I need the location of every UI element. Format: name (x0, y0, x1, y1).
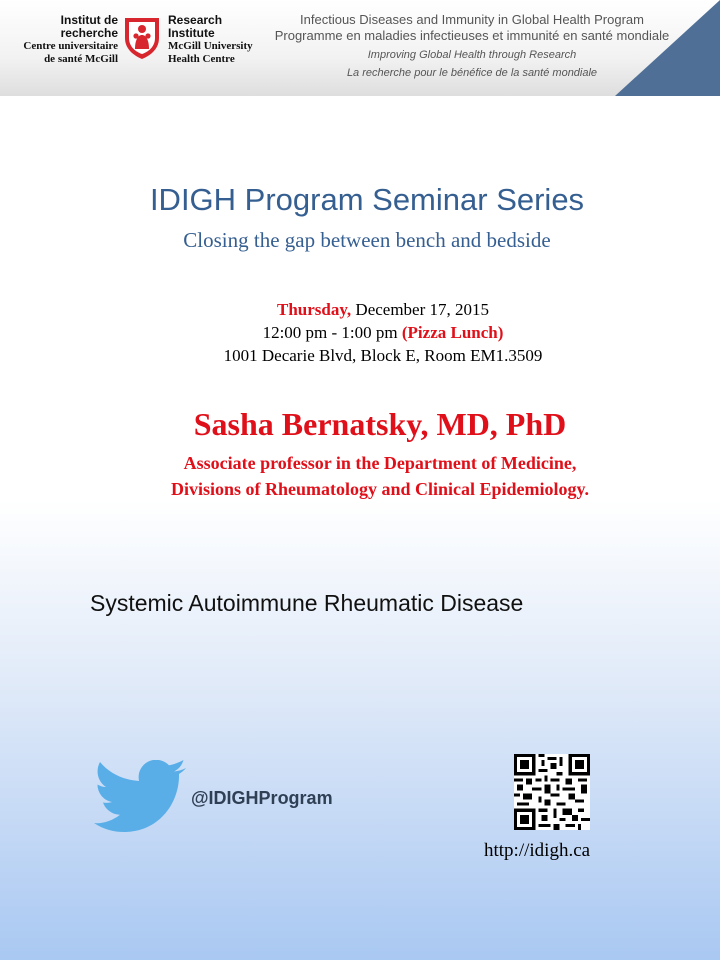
twitter-bird-icon[interactable] (94, 760, 190, 840)
event-date: December 17, 2015 (355, 300, 490, 319)
twitter-handle[interactable]: @IDIGHProgram (191, 788, 333, 808)
seminar-title: IDIGH Program Seminar Series (149, 182, 585, 217)
speaker-name: Sasha Bernatsky, MD, PhD (193, 406, 567, 442)
event-date-line (0, 298, 720, 321)
event-time-line (0, 321, 720, 344)
event-time: 12:00 pm - 1:00 pm (262, 323, 398, 342)
speaker-role (0, 450, 720, 502)
tagline-fr: La recherche pour le bénéfice de la santé mondiale (346, 67, 598, 79)
muhc-crest-icon (123, 16, 161, 60)
website-link[interactable]: http://idigh.ca (484, 840, 591, 861)
speaker-role-line1: Associate professor in the Department of Medicine, (183, 453, 577, 473)
header-banner (0, 0, 720, 96)
talk-topic: Systemic Autoimmune Rheumatic Disease (90, 590, 524, 616)
qr-code-icon[interactable] (514, 754, 590, 830)
event-day: Thursday, (276, 300, 352, 319)
speaker-role-line2: Divisions of Rheumatology and Clinical Epidemiology. (170, 479, 590, 499)
rimuhc-logo-french: Institut de recherche Centre universitaire de santé McGill (23, 13, 118, 65)
tagline-en: Improving Global Health through Research (367, 49, 577, 61)
rimuhc-logo-english: Research Institute McGill University Health Centre (168, 13, 253, 65)
seminar-subtitle: Closing the gap between bench and bedside (183, 228, 551, 252)
event-location: 1001 Decarie Blvd, Block E, Room EM1.3509 (223, 346, 543, 365)
program-name-en: Infectious Diseases and Immunity in Global Health Program (300, 12, 644, 27)
header-corner-triangle (615, 0, 720, 96)
event-note: (Pizza Lunch) (401, 323, 504, 342)
program-name-fr: Programme en maladies infectieuses et immunité en santé mondiale (274, 28, 670, 43)
event-details (0, 298, 720, 367)
